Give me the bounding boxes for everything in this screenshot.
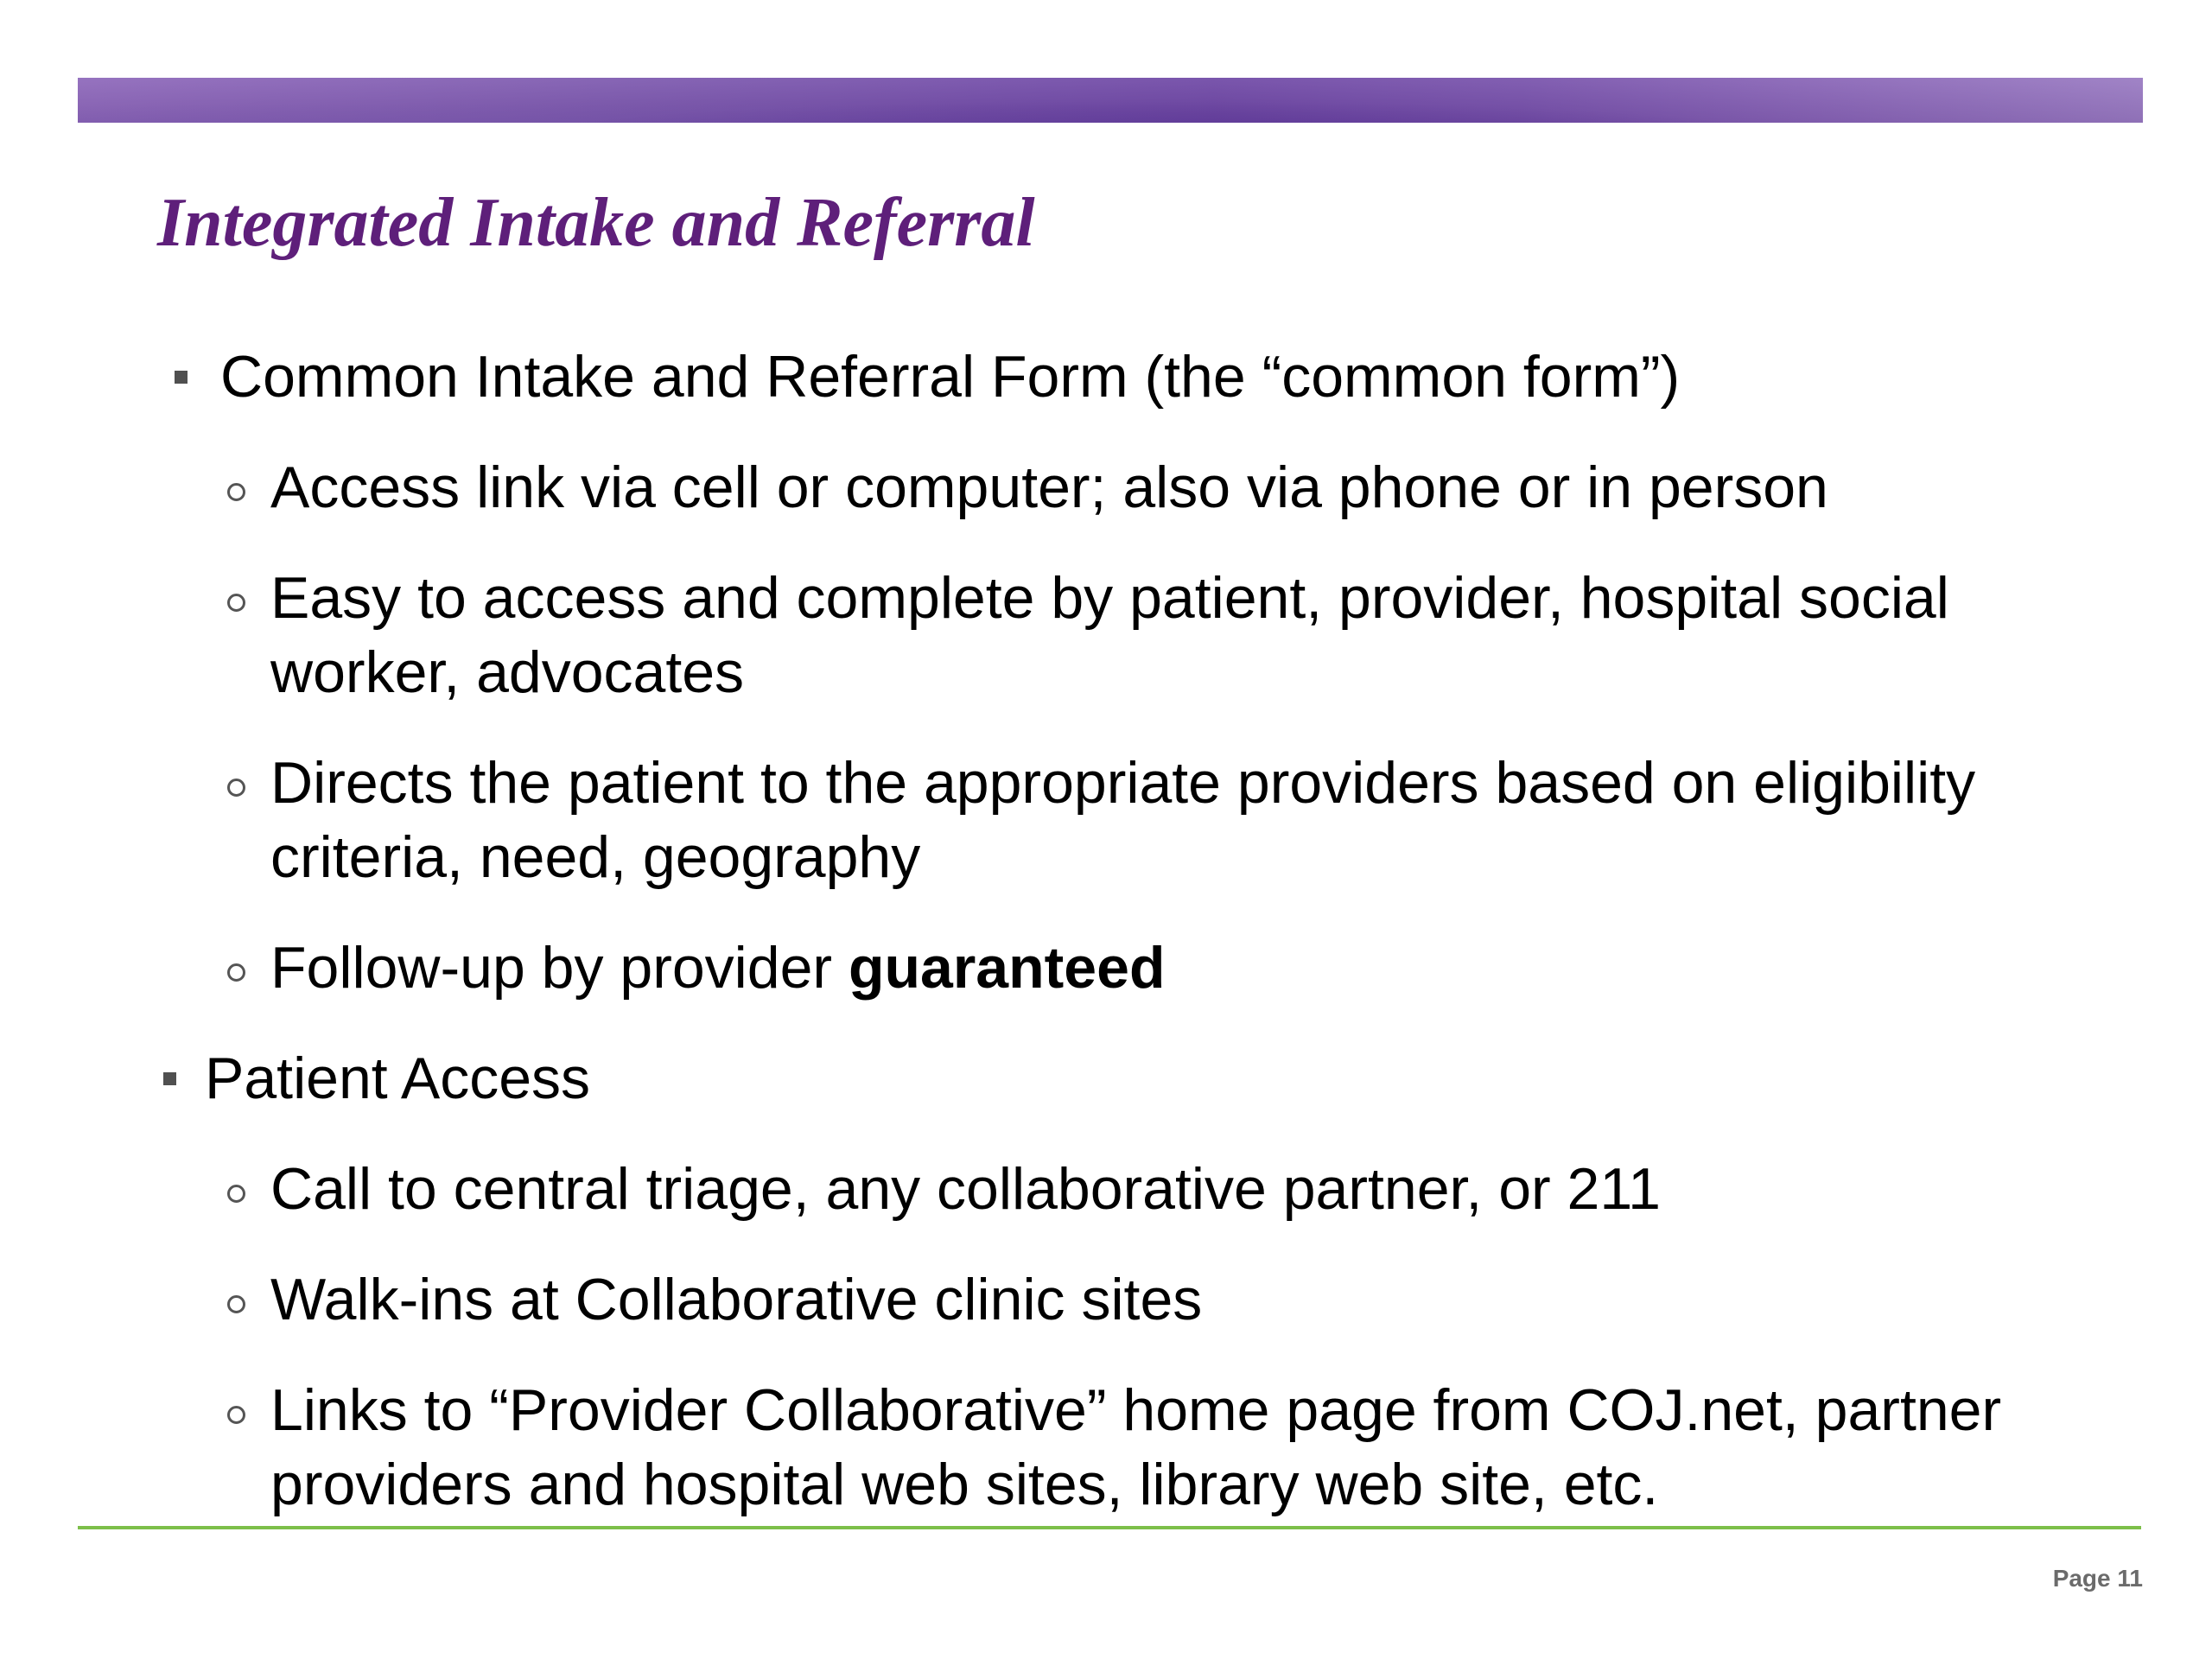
circle-bullet-icon bbox=[227, 1295, 245, 1313]
square-bullet-icon bbox=[175, 371, 188, 384]
circle-bullet-icon bbox=[227, 963, 245, 982]
sub-bullet-item-follow-up bbox=[270, 931, 1165, 1005]
sub-bullet-item-easy-access bbox=[270, 561, 1949, 709]
sub-bullet-text: Walk-ins at Collaborative clinic sites bbox=[270, 1267, 1203, 1332]
sub-bullet-text: Access link via cell or computer; also via phone or in person bbox=[270, 454, 1828, 520]
circle-bullet-icon bbox=[227, 594, 245, 612]
page-number: Page 11 bbox=[2052, 1565, 2143, 1592]
sub-bullet-text: Follow-up by provider bbox=[270, 935, 849, 1001]
sub-bullet-text-line-1: Links to “Provider Collaborative” home page from COJ.net, partner bbox=[270, 1377, 2002, 1443]
sub-bullet-text-line-1: Easy to access and complete by patient, provider, hospital social bbox=[270, 565, 1949, 631]
circle-bullet-icon bbox=[227, 1406, 245, 1424]
circle-bullet-icon bbox=[227, 779, 245, 797]
square-bullet-icon bbox=[163, 1072, 176, 1085]
sub-bullet-item-directs-patient bbox=[270, 746, 1975, 894]
sub-bullet-item-links bbox=[270, 1373, 2001, 1522]
sub-bullet-text-line-2: criteria, need, geography bbox=[270, 824, 921, 890]
circle-bullet-icon bbox=[227, 483, 245, 501]
sub-bullet-text-line-1: Directs the patient to the appropriate providers based on eligibility bbox=[270, 750, 1976, 816]
sub-bullet-item-walk-ins bbox=[270, 1262, 1202, 1337]
sub-bullet-text: Call to central triage, any collaborative partner, or 211 bbox=[270, 1156, 1661, 1222]
sub-bullet-text-line-2: providers and hospital web sites, library web site, etc. bbox=[270, 1452, 1659, 1517]
bullet-text: Patient Access bbox=[205, 1046, 591, 1111]
circle-bullet-icon bbox=[227, 1185, 245, 1203]
sub-bullet-text-line-2: worker, advocates bbox=[270, 639, 745, 705]
bullet-text: Common Intake and Referral Form (the “common form”) bbox=[220, 344, 1681, 410]
bullet-item-patient-access bbox=[205, 1041, 590, 1116]
sub-bullet-item-access-link bbox=[270, 450, 1828, 524]
bullet-item-common-form bbox=[220, 340, 1680, 414]
emphasis-text: guaranteed bbox=[848, 935, 1166, 1001]
footer-divider bbox=[78, 1526, 2141, 1529]
slide-title: Integrated Intake and Referral bbox=[157, 185, 1035, 261]
sub-bullet-item-central-triage bbox=[270, 1152, 1661, 1226]
